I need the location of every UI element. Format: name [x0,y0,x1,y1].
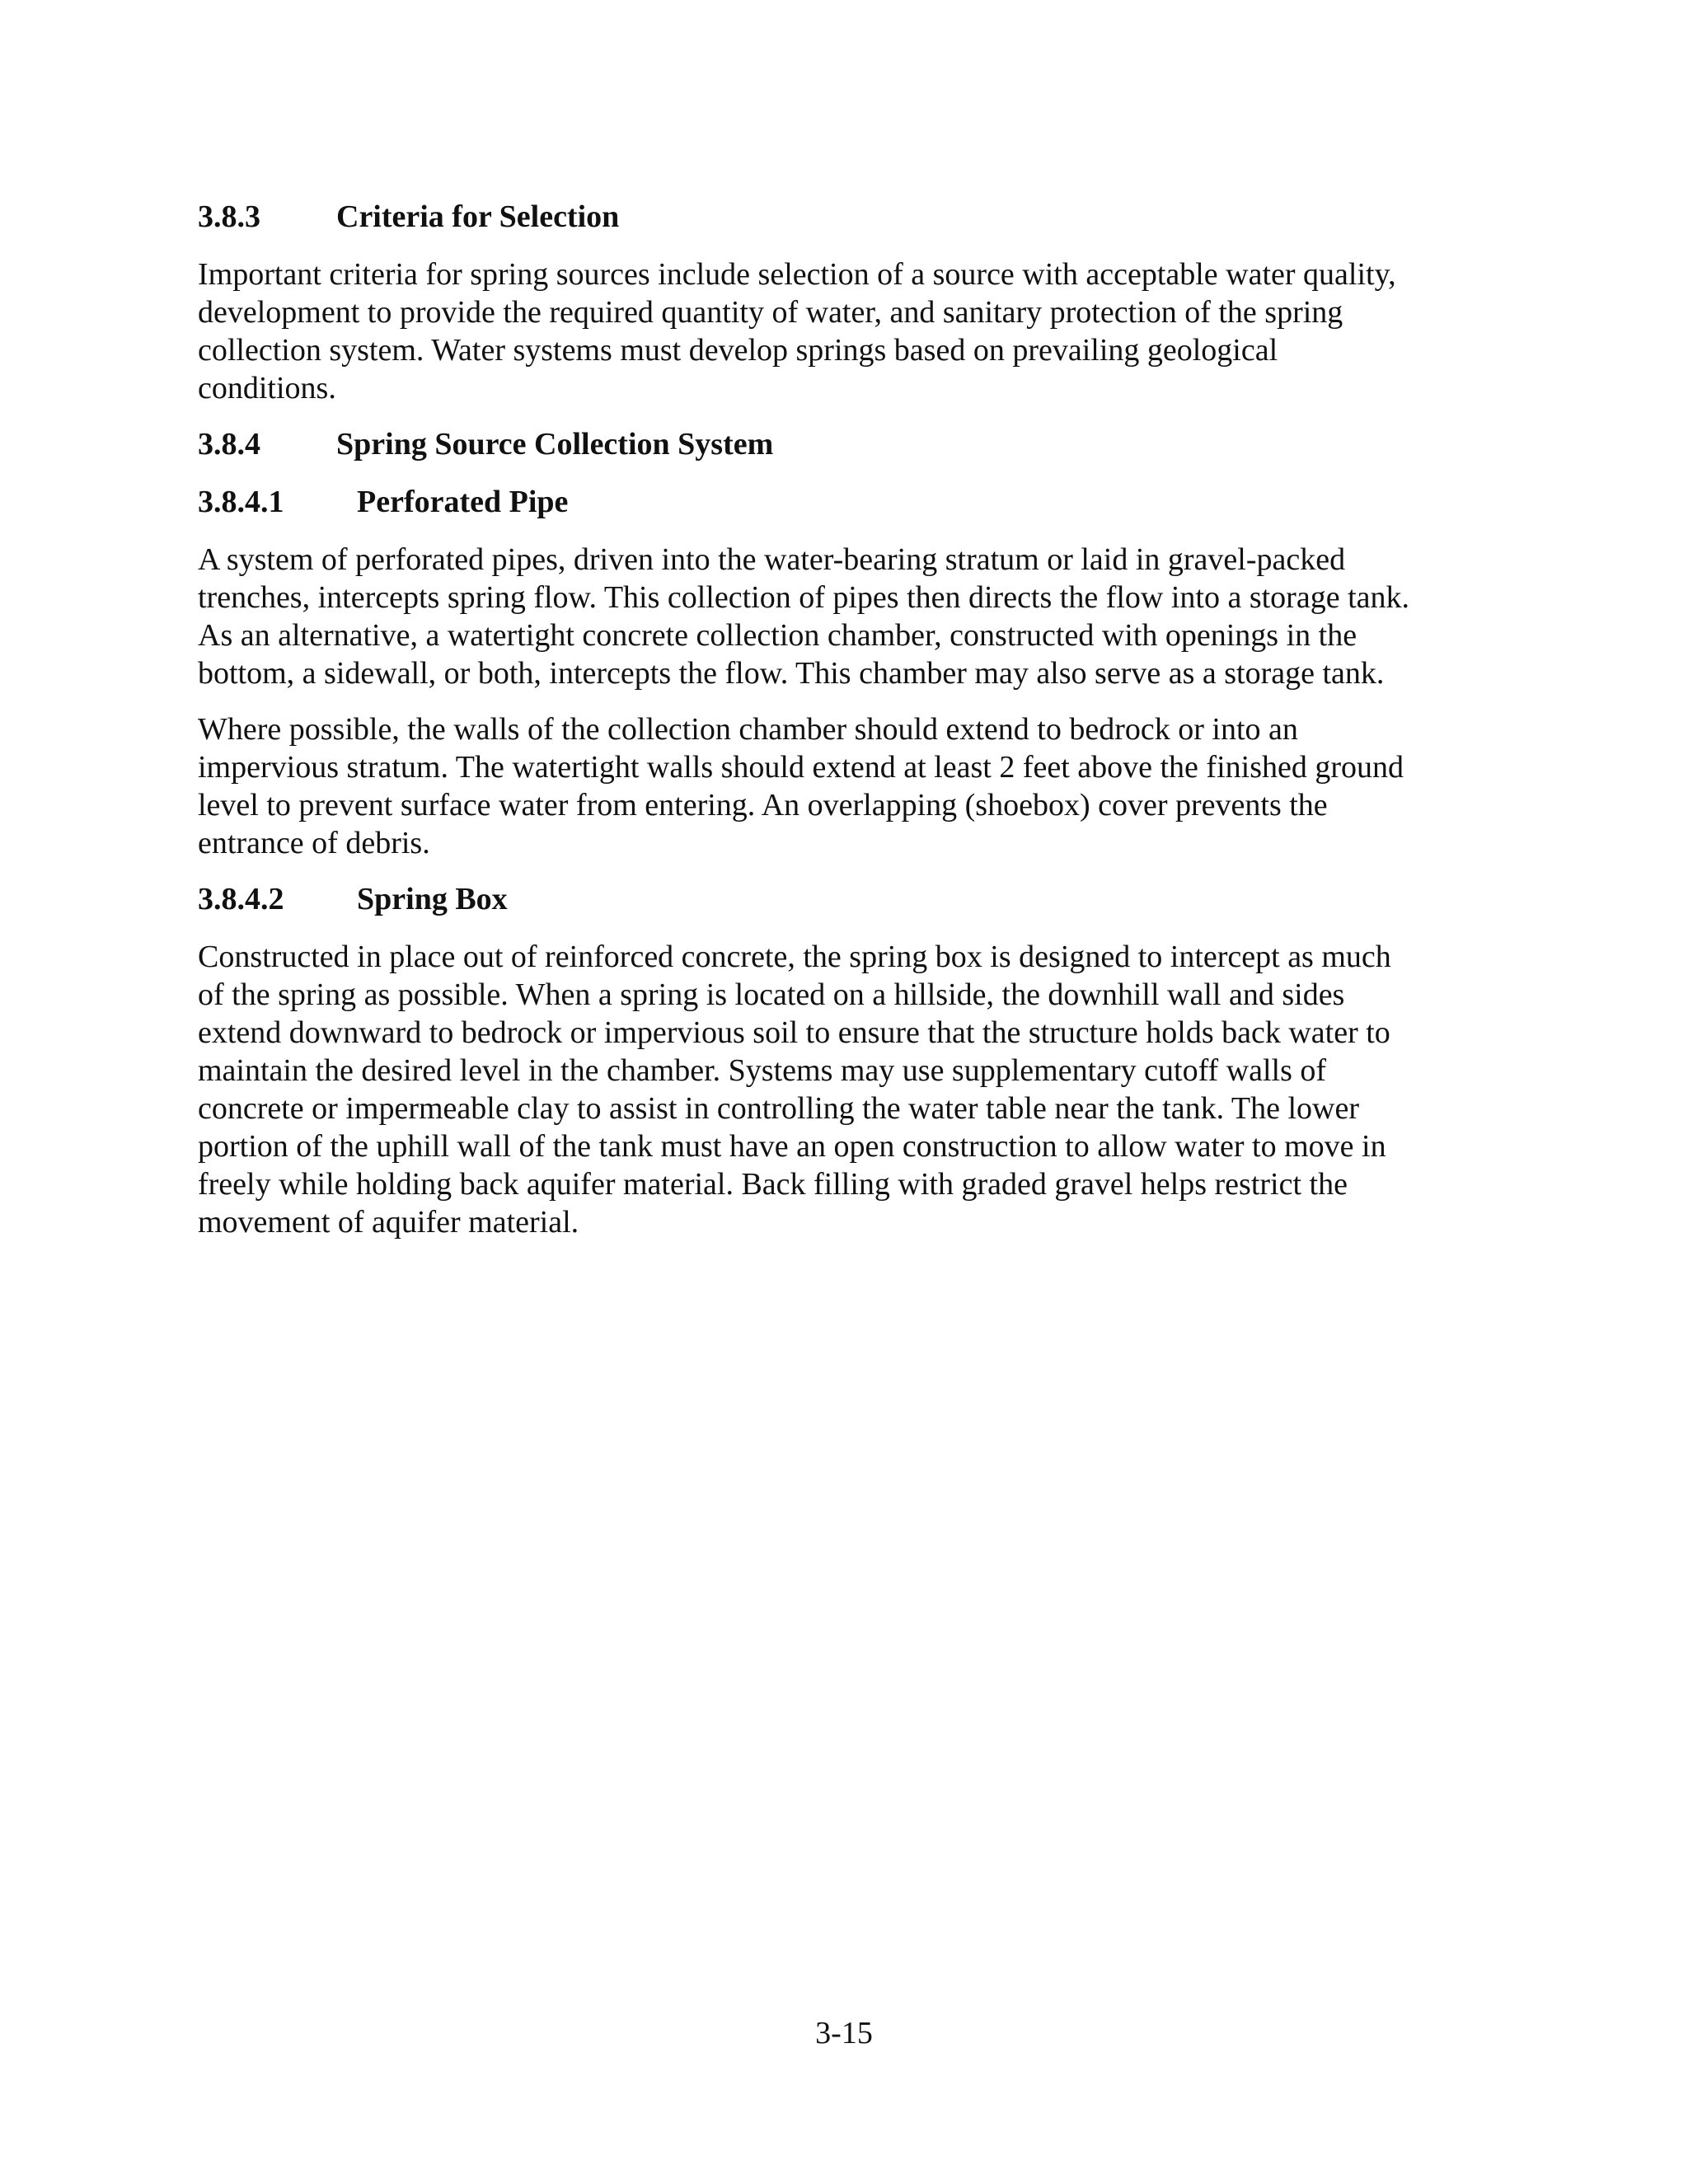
text-line: Where possible, the walls of the collection chamber should extend to bedrock or into an [198,712,1298,747]
document-page [198,198,1508,1259]
section-title: Spring Box [357,882,508,916]
section-heading-3-8-4-1 [198,483,1508,521]
text-line: As an alternative, a watertight concrete collection chamber, constructed with openings in the [198,618,1357,653]
text-line: freely while holding back aquifer material. Back filling with graded gravel helps restrict the [198,1167,1348,1202]
text-line: development to provide the required quantity of water, and sanitary protection of the spring [198,295,1343,330]
text-line: maintain the desired level in the chamber. Systems may use supplementary cutoff walls of [198,1053,1327,1088]
text-line: trenches, intercepts spring flow. This collection of pipes then directs the flow into a storage tank. [198,580,1409,615]
section-title: Perforated Pipe [357,485,569,519]
text-line: extend downward to bedrock or impervious soil to ensure that the structure holds back water to [198,1015,1390,1050]
text-line: bottom, a sidewall, or both, intercepts the flow. This chamber may also serve as a storage tank. [198,656,1385,691]
section-heading-3-8-3 [198,198,1508,236]
text-line: movement of aquifer material. [198,1205,579,1240]
section-number: 3.8.4 [198,427,260,462]
paragraph-spring-box [198,938,1508,1241]
text-line: level to prevent surface water from entering. An overlapping (shoebox) cover prevents the [198,788,1328,823]
page-number: 3-15 [815,2016,873,2050]
text-line: Constructed in place out of reinforced concrete, the spring box is designed to intercept as much [198,940,1391,974]
text-line: concrete or impermeable clay to assist in controlling the water table near the tank. The lower [198,1091,1359,1126]
text-line: A system of perforated pipes, driven into the water-bearing stratum or laid in gravel-packed [198,542,1346,577]
text-line: impervious stratum. The watertight walls should extend at least 2 feet above the finished ground [198,750,1404,785]
section-title: Spring Source Collection System [336,427,774,462]
text-line: portion of the uphill wall of the tank must have an open construction to allow water to move in [198,1129,1386,1164]
paragraph-perforated-pipe-2 [198,710,1508,862]
text-line: of the spring as possible. When a spring is located on a hillside, the downhill wall and sides [198,977,1345,1012]
text-line: entrance of debris. [198,826,430,860]
section-number: 3.8.4.1 [198,485,284,519]
paragraph-perforated-pipe-1 [198,541,1508,692]
section-heading-3-8-4 [198,425,1508,463]
paragraph-criteria [198,255,1508,407]
text-line: Important criteria for spring sources include selection of a source with acceptable water quality, [198,257,1396,292]
section-title: Criteria for Selection [336,199,620,234]
section-heading-3-8-4-2 [198,880,1508,918]
text-line: conditions. [198,371,336,405]
section-number: 3.8.3 [198,199,260,234]
text-line: collection system. Water systems must develop springs based on prevailing geological [198,333,1278,368]
section-number: 3.8.4.2 [198,882,284,916]
